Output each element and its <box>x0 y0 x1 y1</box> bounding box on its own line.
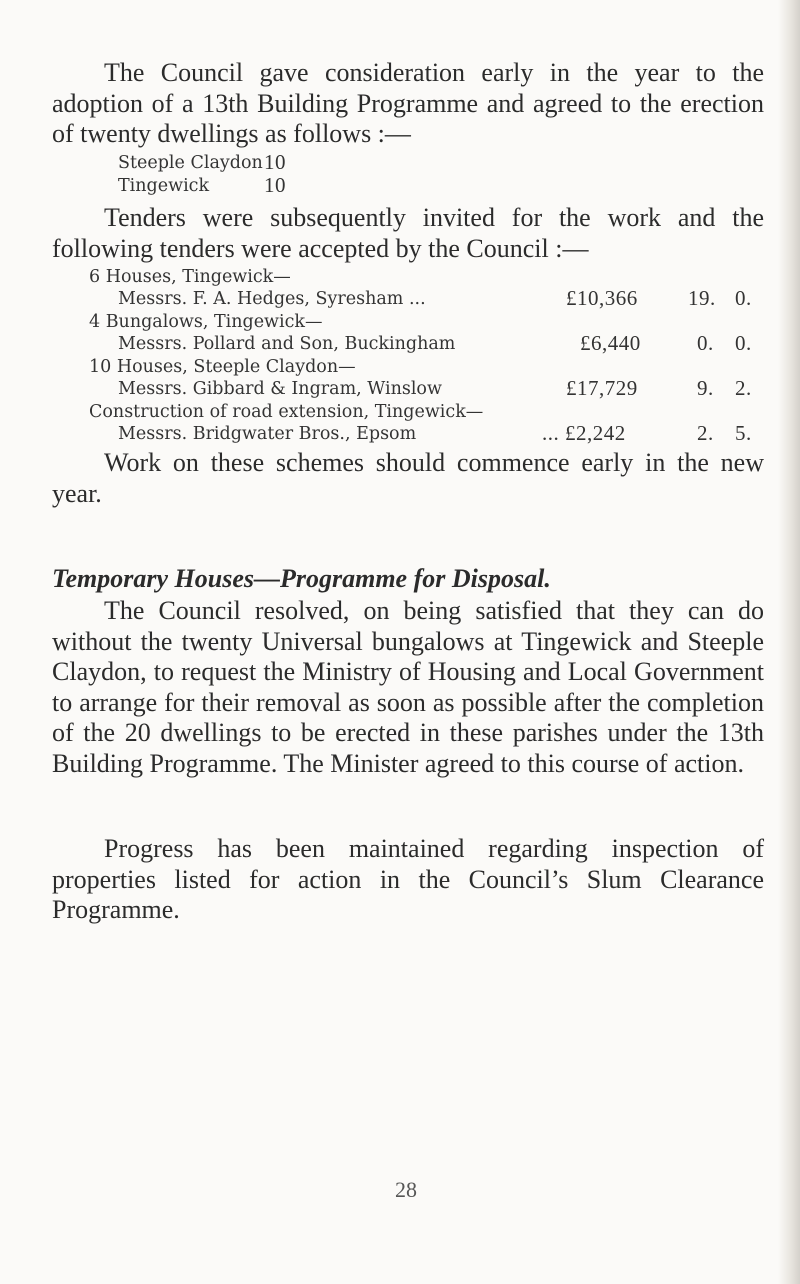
tender-item-1: 6 Houses, Tingewick— <box>89 267 291 287</box>
dwelling-place-2: Tingewick <box>118 176 210 196</box>
tender-amount-1: £10,366 <box>566 286 638 310</box>
tender-pence-2: 0. <box>735 331 752 355</box>
section-heading: Temporary Houses—Programme for Disposal. <box>52 564 551 593</box>
tender-contractor-2: Messrs. Pollard and Son, Buckingham <box>118 334 456 354</box>
dwelling-count-2: 10 <box>264 173 286 197</box>
page-number: 28 <box>395 1177 417 1202</box>
slum-clearance-paragraph: Progress has been maintained regarding inspection of properties listed for action in the Council’s Slum Clearance Programme. <box>52 834 764 924</box>
dwelling-place-1: Steeple Claydon <box>118 153 263 173</box>
work-note-paragraph: Work on these schemes should commence early in the new year. <box>52 448 764 508</box>
dwelling-count-1: 10 <box>264 150 286 174</box>
tender-shillings-2: 0. <box>697 331 714 355</box>
tender-contractor-1: Messrs. F. A. Hedges, Syresham ... <box>118 289 426 309</box>
tender-pence-4: 5. <box>735 421 752 445</box>
tender-pence-3: 2. <box>735 376 752 400</box>
tender-contractor-3: Messrs. Gibbard & Ingram, Winslow <box>118 379 442 399</box>
page-edge-shadow <box>778 0 800 1284</box>
tender-item-2: 4 Bungalows, Tingewick— <box>89 312 323 332</box>
intro-paragraph: The Council gave consideration early in the year to the adoption of a 13th Building Programme and agreed to the erection of twenty dwellings as follows :— <box>52 58 764 148</box>
tender-shillings-3: 9. <box>697 376 714 400</box>
tender-amount-4: ... £2,242 <box>542 421 626 445</box>
tender-shillings-1: 19. <box>688 286 716 310</box>
tender-shillings-4: 2. <box>697 421 714 445</box>
tender-contractor-4: Messrs. Bridgwater Bros., Epsom <box>118 424 417 444</box>
tender-pence-1: 0. <box>735 286 752 310</box>
tenders-intro-paragraph: Tenders were subsequently invited for the work and the following tenders were accepted by the Council :— <box>52 203 764 263</box>
tender-amount-2: £6,440 <box>580 331 641 355</box>
disposal-paragraph: The Council resolved, on being satisfied that they can do without the twenty Universal bungalows at Tingewick and Steeple Claydon, to request the Ministry of Housing and Local Government to arrange for their removal as soon as possible after the completion of the 20 dwellings to be erected in these parishes under the 13th Building Programme. The Minister agreed to this course of action. <box>52 596 764 778</box>
tender-amount-3: £17,729 <box>566 376 638 400</box>
tender-item-4: Construction of road extension, Tingewick— <box>89 402 484 422</box>
tender-item-3: 10 Houses, Steeple Claydon— <box>89 357 356 377</box>
